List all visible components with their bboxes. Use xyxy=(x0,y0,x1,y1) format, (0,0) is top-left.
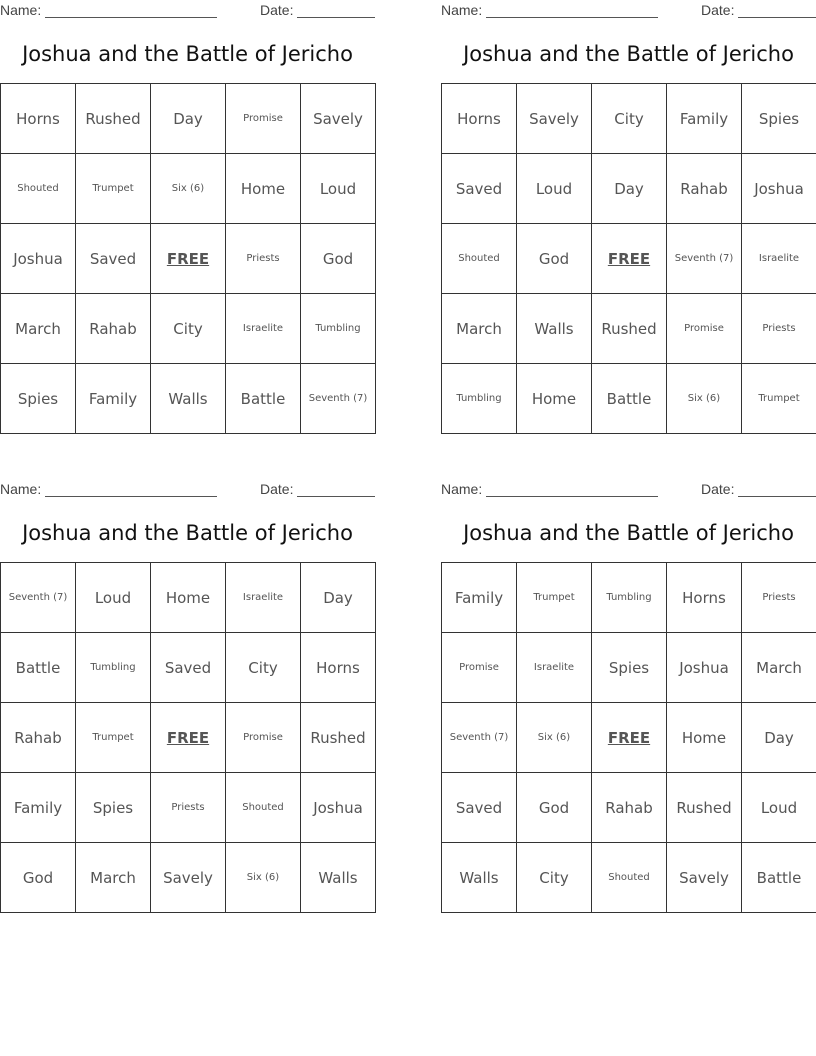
grid-cell: Savely xyxy=(301,84,376,154)
name-label: Name: xyxy=(0,2,42,18)
date-label: Date: xyxy=(260,481,294,497)
grid-cell: Joshua xyxy=(1,224,76,294)
date-label: Date: xyxy=(260,2,294,18)
grid-cell: Family xyxy=(76,364,151,434)
grid-cell: Rahab xyxy=(667,154,742,224)
free-space: FREE xyxy=(592,703,667,773)
grid-cell: Tumbling xyxy=(301,294,376,364)
free-space: FREE xyxy=(151,703,226,773)
grid-cell: Shouted xyxy=(442,224,517,294)
grid-cell: Walls xyxy=(301,843,376,913)
grid-row xyxy=(442,294,816,364)
grid-cell: Saved xyxy=(442,773,517,843)
name-date-row xyxy=(0,481,375,499)
grid-cell: Saved xyxy=(442,154,517,224)
grid-cell: Tumbling xyxy=(442,364,517,434)
grid-cell: March xyxy=(76,843,151,913)
date-label: Date: xyxy=(701,481,735,497)
grid-cell: Family xyxy=(442,563,517,633)
bingo-card-1 xyxy=(0,0,375,435)
grid-cell: Priests xyxy=(151,773,226,843)
bingo-grid xyxy=(441,562,816,913)
grid-cell: Battle xyxy=(226,364,301,434)
grid-cell: God xyxy=(1,843,76,913)
grid-cell: Home xyxy=(667,703,742,773)
grid-cell: Joshua xyxy=(667,633,742,703)
grid-row xyxy=(1,773,376,843)
name-label: Name: xyxy=(441,481,483,497)
grid-cell: God xyxy=(517,224,592,294)
grid-cell: Horns xyxy=(1,84,76,154)
bingo-grid xyxy=(0,83,376,434)
grid-cell: Six (6) xyxy=(517,703,592,773)
grid-cell: Seventh (7) xyxy=(442,703,517,773)
grid-row xyxy=(1,703,376,773)
grid-cell: Promise xyxy=(442,633,517,703)
grid-row xyxy=(1,224,376,294)
grid-cell: Horns xyxy=(442,84,517,154)
grid-cell: Home xyxy=(151,563,226,633)
grid-cell: God xyxy=(517,773,592,843)
bingo-card-4 xyxy=(441,479,816,914)
grid-cell: March xyxy=(442,294,517,364)
grid-cell: Joshua xyxy=(742,154,816,224)
grid-cell: City xyxy=(151,294,226,364)
grid-cell: Walls xyxy=(442,843,517,913)
grid-cell: Day xyxy=(301,563,376,633)
grid-cell: Day xyxy=(742,703,816,773)
date-blank xyxy=(738,496,816,497)
grid-cell: Trumpet xyxy=(76,703,151,773)
name-blank xyxy=(45,17,217,18)
grid-cell: Day xyxy=(151,84,226,154)
grid-cell: Six (6) xyxy=(151,154,226,224)
grid-cell: Rushed xyxy=(301,703,376,773)
grid-cell: Priests xyxy=(226,224,301,294)
grid-cell: March xyxy=(742,633,816,703)
grid-cell: Shouted xyxy=(592,843,667,913)
grid-cell: March xyxy=(1,294,76,364)
grid-cell: Savely xyxy=(517,84,592,154)
name-blank xyxy=(45,496,217,497)
grid-cell: Priests xyxy=(742,294,816,364)
grid-cell: Loud xyxy=(301,154,376,224)
grid-row xyxy=(442,154,816,224)
grid-row xyxy=(1,294,376,364)
bingo-grid xyxy=(0,562,376,913)
grid-cell: Savely xyxy=(151,843,226,913)
grid-cell: Trumpet xyxy=(517,563,592,633)
grid-row xyxy=(442,84,816,154)
grid-cell: Rahab xyxy=(592,773,667,843)
grid-cell: Loud xyxy=(517,154,592,224)
grid-row xyxy=(442,843,816,913)
grid-cell: Rahab xyxy=(1,703,76,773)
name-label: Name: xyxy=(0,481,42,497)
grid-cell: Spies xyxy=(76,773,151,843)
grid-cell: Joshua xyxy=(301,773,376,843)
grid-row xyxy=(442,773,816,843)
date-blank xyxy=(738,17,816,18)
grid-cell: Saved xyxy=(76,224,151,294)
grid-cell: Walls xyxy=(517,294,592,364)
grid-cell: Six (6) xyxy=(667,364,742,434)
grid-cell: City xyxy=(517,843,592,913)
grid-cell: Family xyxy=(667,84,742,154)
grid-row xyxy=(442,224,816,294)
grid-row xyxy=(1,84,376,154)
grid-cell: Israelite xyxy=(226,563,301,633)
bingo-grid xyxy=(441,83,816,434)
grid-cell: City xyxy=(226,633,301,703)
date-blank xyxy=(297,17,375,18)
grid-row xyxy=(442,563,816,633)
grid-cell: Promise xyxy=(667,294,742,364)
grid-cell: Battle xyxy=(592,364,667,434)
grid-cell: Walls xyxy=(151,364,226,434)
name-blank xyxy=(486,17,658,18)
grid-cell: Trumpet xyxy=(76,154,151,224)
grid-cell: Spies xyxy=(742,84,816,154)
bingo-card-3 xyxy=(0,479,375,914)
grid-row xyxy=(1,364,376,434)
grid-cell: Tumbling xyxy=(592,563,667,633)
free-space: FREE xyxy=(151,224,226,294)
grid-row xyxy=(442,633,816,703)
grid-cell: Home xyxy=(517,364,592,434)
grid-row xyxy=(1,154,376,224)
grid-cell: Priests xyxy=(742,563,816,633)
grid-cell: Israelite xyxy=(517,633,592,703)
name-date-row xyxy=(441,481,816,499)
grid-cell: Seventh (7) xyxy=(1,563,76,633)
card-title: Joshua and the Battle of Jericho xyxy=(22,521,353,545)
grid-cell: Loud xyxy=(76,563,151,633)
bingo-card-2 xyxy=(441,0,816,435)
grid-cell: Tumbling xyxy=(76,633,151,703)
grid-cell: Israelite xyxy=(742,224,816,294)
grid-cell: Promise xyxy=(226,703,301,773)
grid-cell: Seventh (7) xyxy=(301,364,376,434)
name-label: Name: xyxy=(441,2,483,18)
grid-row xyxy=(1,633,376,703)
free-space: FREE xyxy=(592,224,667,294)
grid-cell: Spies xyxy=(592,633,667,703)
grid-cell: Family xyxy=(1,773,76,843)
card-title: Joshua and the Battle of Jericho xyxy=(463,521,794,545)
grid-cell: Horns xyxy=(301,633,376,703)
grid-cell: Rushed xyxy=(592,294,667,364)
date-blank xyxy=(297,496,375,497)
grid-cell: Day xyxy=(592,154,667,224)
grid-cell: Horns xyxy=(667,563,742,633)
grid-cell: Rushed xyxy=(667,773,742,843)
grid-cell: Rahab xyxy=(76,294,151,364)
grid-row xyxy=(442,703,816,773)
card-title: Joshua and the Battle of Jericho xyxy=(463,42,794,66)
date-label: Date: xyxy=(701,2,735,18)
name-blank xyxy=(486,496,658,497)
grid-cell: Rushed xyxy=(76,84,151,154)
grid-cell: Shouted xyxy=(226,773,301,843)
grid-row xyxy=(1,843,376,913)
grid-row xyxy=(442,364,816,434)
grid-cell: Shouted xyxy=(1,154,76,224)
grid-row xyxy=(1,563,376,633)
grid-cell: Battle xyxy=(1,633,76,703)
grid-cell: Home xyxy=(226,154,301,224)
grid-cell: Seventh (7) xyxy=(667,224,742,294)
grid-cell: Israelite xyxy=(226,294,301,364)
grid-cell: Spies xyxy=(1,364,76,434)
grid-cell: Promise xyxy=(226,84,301,154)
grid-cell: Loud xyxy=(742,773,816,843)
name-date-row xyxy=(441,2,816,20)
grid-cell: Savely xyxy=(667,843,742,913)
grid-cell: Saved xyxy=(151,633,226,703)
grid-cell: Six (6) xyxy=(226,843,301,913)
name-date-row xyxy=(0,2,375,20)
grid-cell: City xyxy=(592,84,667,154)
grid-cell: Trumpet xyxy=(742,364,816,434)
grid-cell: God xyxy=(301,224,376,294)
grid-cell: Battle xyxy=(742,843,816,913)
card-title: Joshua and the Battle of Jericho xyxy=(22,42,353,66)
